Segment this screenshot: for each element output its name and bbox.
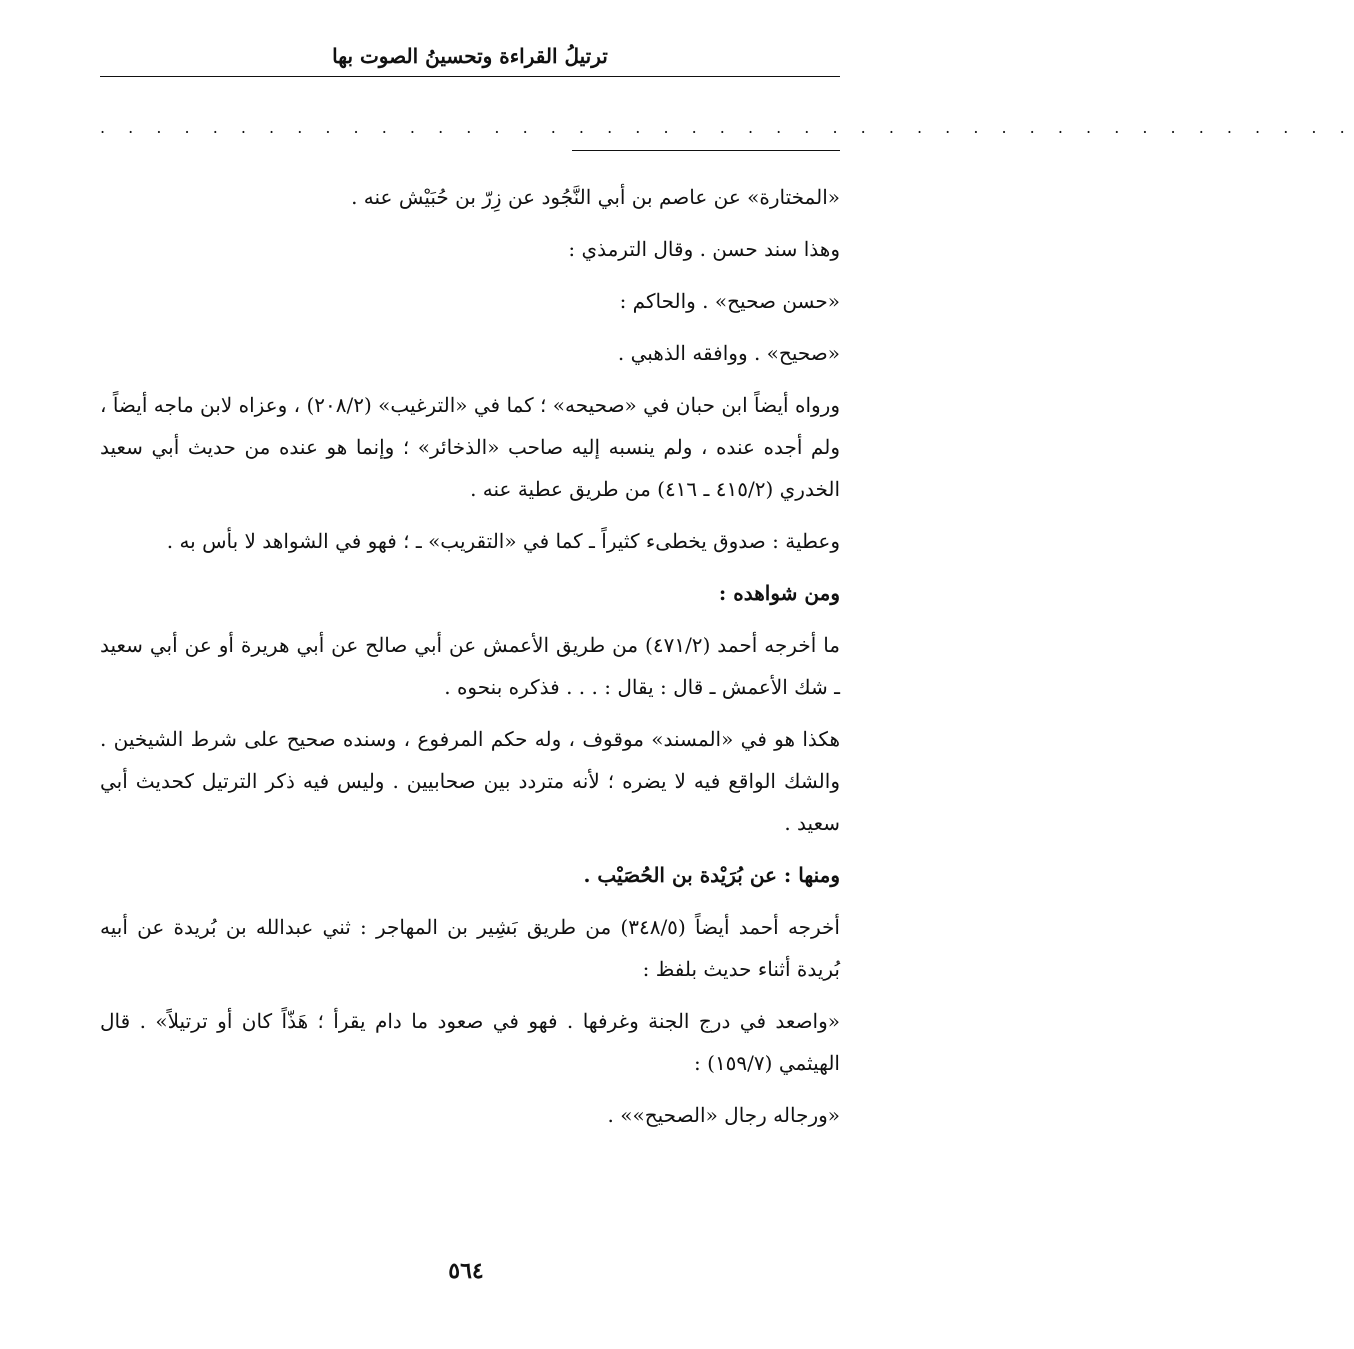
section-heading: ومن شواهده : xyxy=(718,581,840,605)
header-rule xyxy=(100,76,840,77)
paragraph: «صحيح» . ووافقه الذهبي . xyxy=(617,341,840,365)
section-heading: ومنها : عن بُرَيْدة بن الحُصَيْب . xyxy=(583,863,840,887)
dotted-separator: . . . . . . . . . . . . . . . . . . . . . . . . . . . . . . . . . . . . . . . . . . . . . xyxy=(100,118,1354,137)
paragraph: ورواه أيضاً ابن حبان في «صحيحه» ؛ كما في «الترغيب» (٢٠٨/٢) ، وعزاه لابن ماجه أيضاً ، ولم أجده عنده ، ولم ينسبه إليه صاحب «الذخائر» ؛ وإنما هو عنده من حديث أبي سعيد الخدري (٤١٥/٢ ـ ٤١٦) من طريق عطية عنه . xyxy=(100,393,840,501)
paragraph: وعطية : صدوق يخطىء كثيراً ـ كما في «التقريب» ـ ؛ فهو في الشواهد لا بأس به . xyxy=(166,529,840,553)
paragraph: ما أخرجه أحمد (٤٧١/٢) من طريق الأعمش عن أبي صالح عن أبي هريرة أو عن أبي سعيد ـ شك الأعمش ـ قال : يقال : . . . فذكره بنحوه . xyxy=(100,633,841,699)
paragraph: «المختارة» عن عاصم بن أبي النَّجُود عن زِرّ بن حُبَيْش عنه . xyxy=(351,185,840,209)
paragraph: وهذا سند حسن . وقال الترمذي : xyxy=(568,237,840,261)
page-number: ٥٦٤ xyxy=(448,1258,484,1284)
running-title: ترتيلُ القراءة وتحسينُ الصوت بها xyxy=(332,44,608,68)
paragraph: «حسن صحيح» . والحاكم : xyxy=(619,289,840,313)
body-text xyxy=(100,176,840,1146)
paragraph: هكذا هو في «المسند» موقوف ، وله حكم المرفوع ، وسنده صحيح على شرط الشيخين . والشك الواقع فيه لا يضره ؛ لأنه متردد بين صحابيين . وليس فيه ذكر الترتيل كحديث أبي سعيد . xyxy=(100,727,840,835)
paragraph: أخرجه أحمد أيضاً (٣٤٨/٥) من طريق بَشِير بن المهاجر : ثني عبدالله بن بُريدة عن أبيه بُريدة أثناء حديث بلفظ : xyxy=(100,915,840,981)
footnote-rule xyxy=(572,150,840,151)
paragraph: «واصعد في درج الجنة وغرفها . فهو في صعود ما دام يقرأ ؛ هَذّاً كان أو ترتيلاً» . قال الهيثمي (١٥٩/٧) : xyxy=(100,1009,840,1075)
paragraph: «ورجاله رجال «الصحيح»» . xyxy=(607,1103,840,1127)
